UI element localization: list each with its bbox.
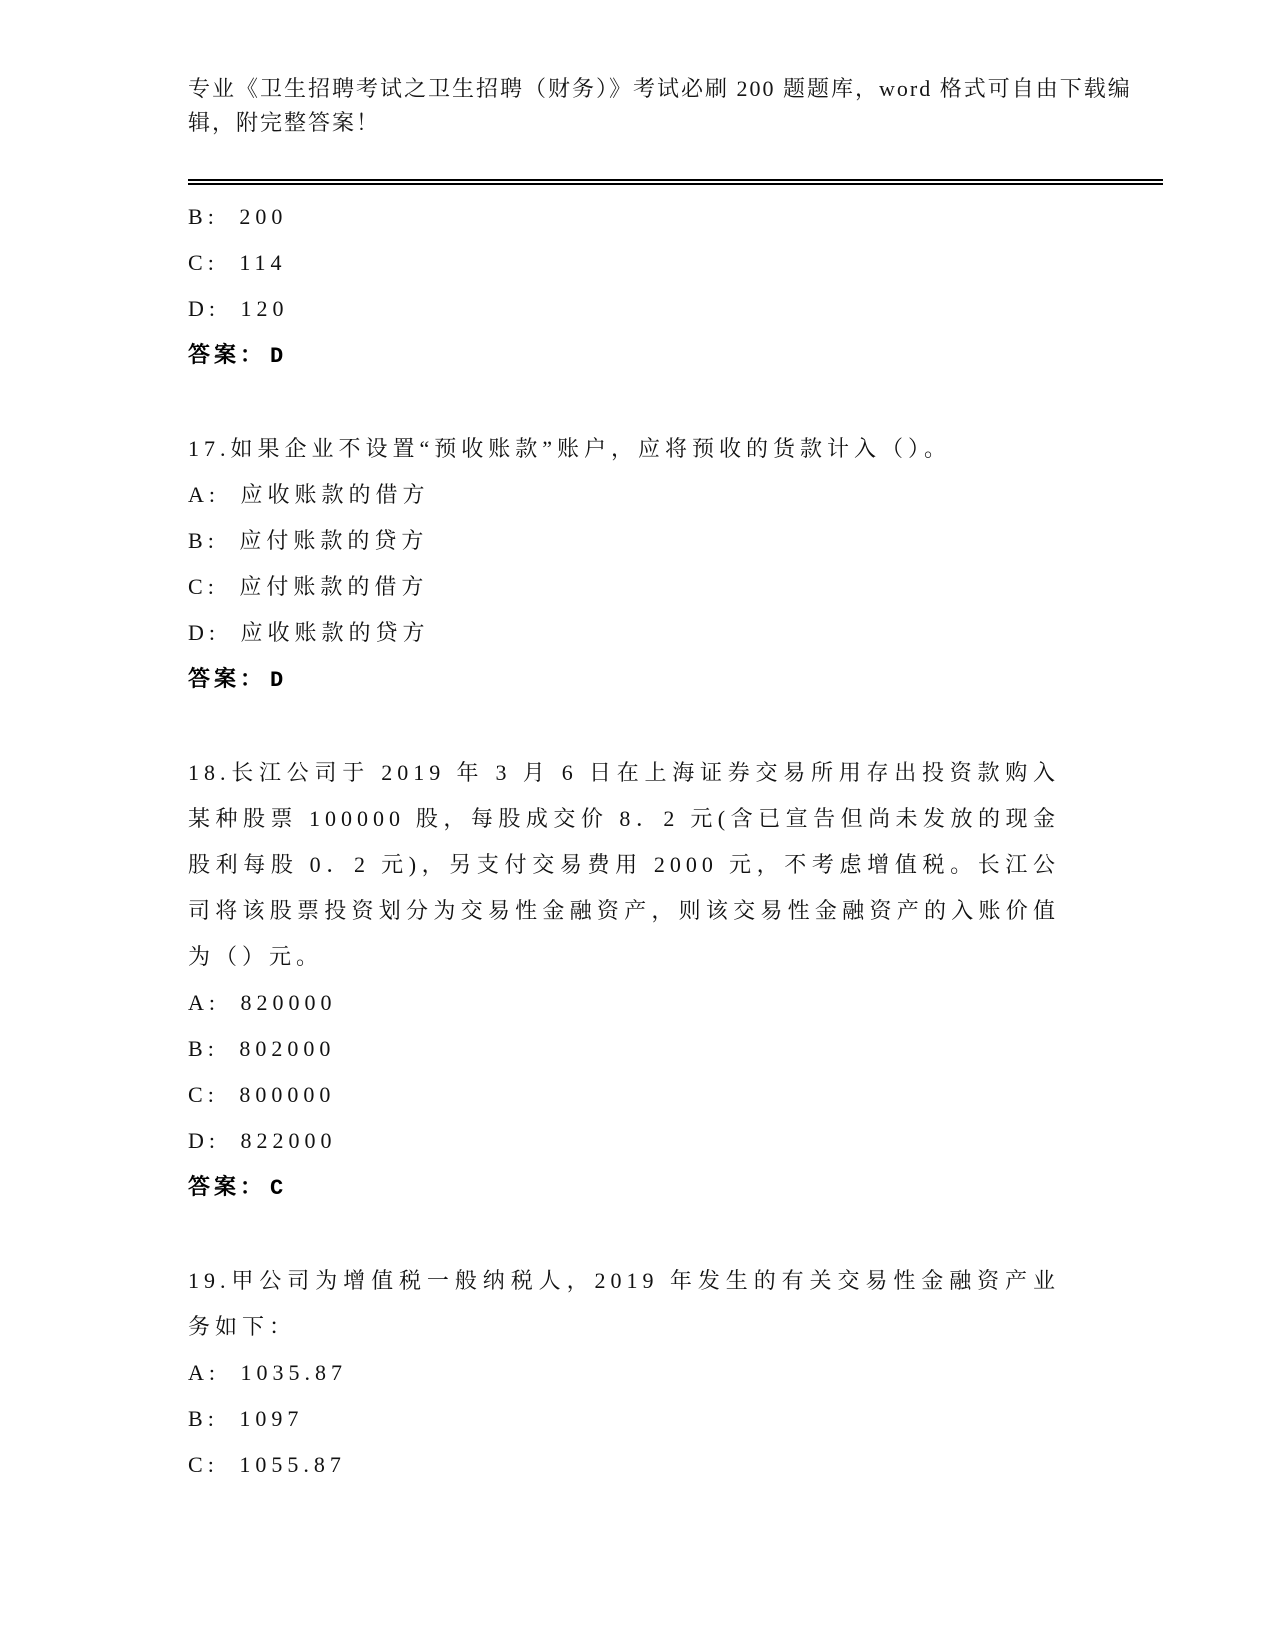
option-row: [188, 564, 1060, 610]
option-row: [188, 1118, 1060, 1164]
option-letter: B: [188, 204, 208, 229]
option-letter: B: [188, 1036, 208, 1061]
question-stem: 19.甲公司为增值税一般纳税人，2019 年发生的有关交易性金融资产业务如下：: [188, 1268, 1060, 1339]
option-row: [188, 610, 1060, 656]
option-text: 1035.87: [240, 1360, 348, 1385]
answer-label: 答案：: [188, 1174, 267, 1199]
questions-area: [188, 194, 1060, 1488]
option-letter: C: [188, 1452, 208, 1477]
option-letter: A: [188, 990, 209, 1015]
option-text: 120: [240, 296, 289, 321]
option-text: 802000: [239, 1036, 336, 1061]
answer-label: 答案：: [188, 666, 267, 691]
option-row: [188, 1350, 1060, 1396]
question-stem: 17.如果企业不设置“预收账款”账户，应将预收的货款计入（）。: [188, 436, 952, 461]
option-separator: :: [207, 1036, 230, 1061]
option-letter: D: [188, 1128, 209, 1153]
option-letter: C: [188, 1082, 208, 1107]
question-16-partial: [188, 194, 1060, 380]
option-separator: :: [207, 204, 230, 229]
option-row: [188, 240, 1060, 286]
option-separator: :: [208, 296, 231, 321]
option-row: [188, 286, 1060, 332]
option-letter: D: [188, 296, 209, 321]
question-17: [188, 426, 1060, 704]
page-title: 专业《卫生招聘考试之卫生招聘（财务）》考试必刷 200 题题库，word 格式可自由下载编辑，附完整答案！: [188, 76, 1132, 135]
option-text: 应收账款的贷方: [240, 620, 430, 645]
answer-value: D: [270, 344, 288, 369]
header-divider: [188, 179, 1163, 185]
option-separator: :: [208, 482, 231, 507]
option-separator: :: [207, 1406, 230, 1431]
option-row: [188, 194, 1060, 240]
option-text: 822000: [240, 1128, 337, 1153]
option-letter: C: [188, 250, 208, 275]
option-text: 800000: [239, 1082, 336, 1107]
question-18: [188, 750, 1060, 1212]
option-letter: A: [188, 482, 209, 507]
option-separator: :: [207, 574, 230, 599]
option-letter: B: [188, 528, 208, 553]
option-text: 应收账款的借方: [240, 482, 430, 507]
option-letter: D: [188, 620, 209, 645]
option-row: [188, 1026, 1060, 1072]
option-text: 1097: [239, 1406, 304, 1431]
option-text: 200: [239, 204, 288, 229]
answer-value: D: [270, 668, 288, 693]
answer-value: C: [270, 1176, 288, 1201]
option-separator: :: [207, 250, 230, 275]
option-text: 114: [239, 250, 287, 275]
option-letter: B: [188, 1406, 208, 1431]
option-separator: :: [208, 1360, 231, 1385]
option-separator: :: [207, 1082, 230, 1107]
option-separator: :: [208, 1128, 231, 1153]
option-separator: :: [207, 528, 230, 553]
answer-row: [188, 332, 1060, 380]
option-row: [188, 472, 1060, 518]
option-separator: :: [208, 990, 231, 1015]
answer-row: [188, 656, 1060, 704]
option-letter: C: [188, 574, 208, 599]
option-row: [188, 1396, 1060, 1442]
option-text: 应付账款的借方: [239, 574, 429, 599]
option-letter: A: [188, 1360, 209, 1385]
question-19: [188, 1258, 1060, 1488]
option-text: 1055.87: [239, 1452, 346, 1477]
option-row: [188, 1072, 1060, 1118]
answer-row: [188, 1164, 1060, 1212]
option-row: [188, 1442, 1060, 1488]
option-text: 应付账款的贷方: [239, 528, 429, 553]
option-text: 820000: [240, 990, 337, 1015]
option-row: [188, 518, 1060, 564]
option-row: [188, 980, 1060, 1026]
answer-label: 答案：: [188, 342, 267, 367]
question-stem: 18.长江公司于 2019 年 3 月 6 日在上海证券交易所用存出投资款购入某种股票 100000 股，每股成交价 8．2 元(含已宣告但尚未发放的现金股利每股 0．2 元)，另支付交易费用 2000 元，不考虑增值税。长江公司将该股票投资划分为交易性金融资产，则该交易性金融资产的入账价值为（）元。: [188, 760, 1060, 969]
option-separator: :: [207, 1452, 230, 1477]
option-separator: :: [208, 620, 231, 645]
